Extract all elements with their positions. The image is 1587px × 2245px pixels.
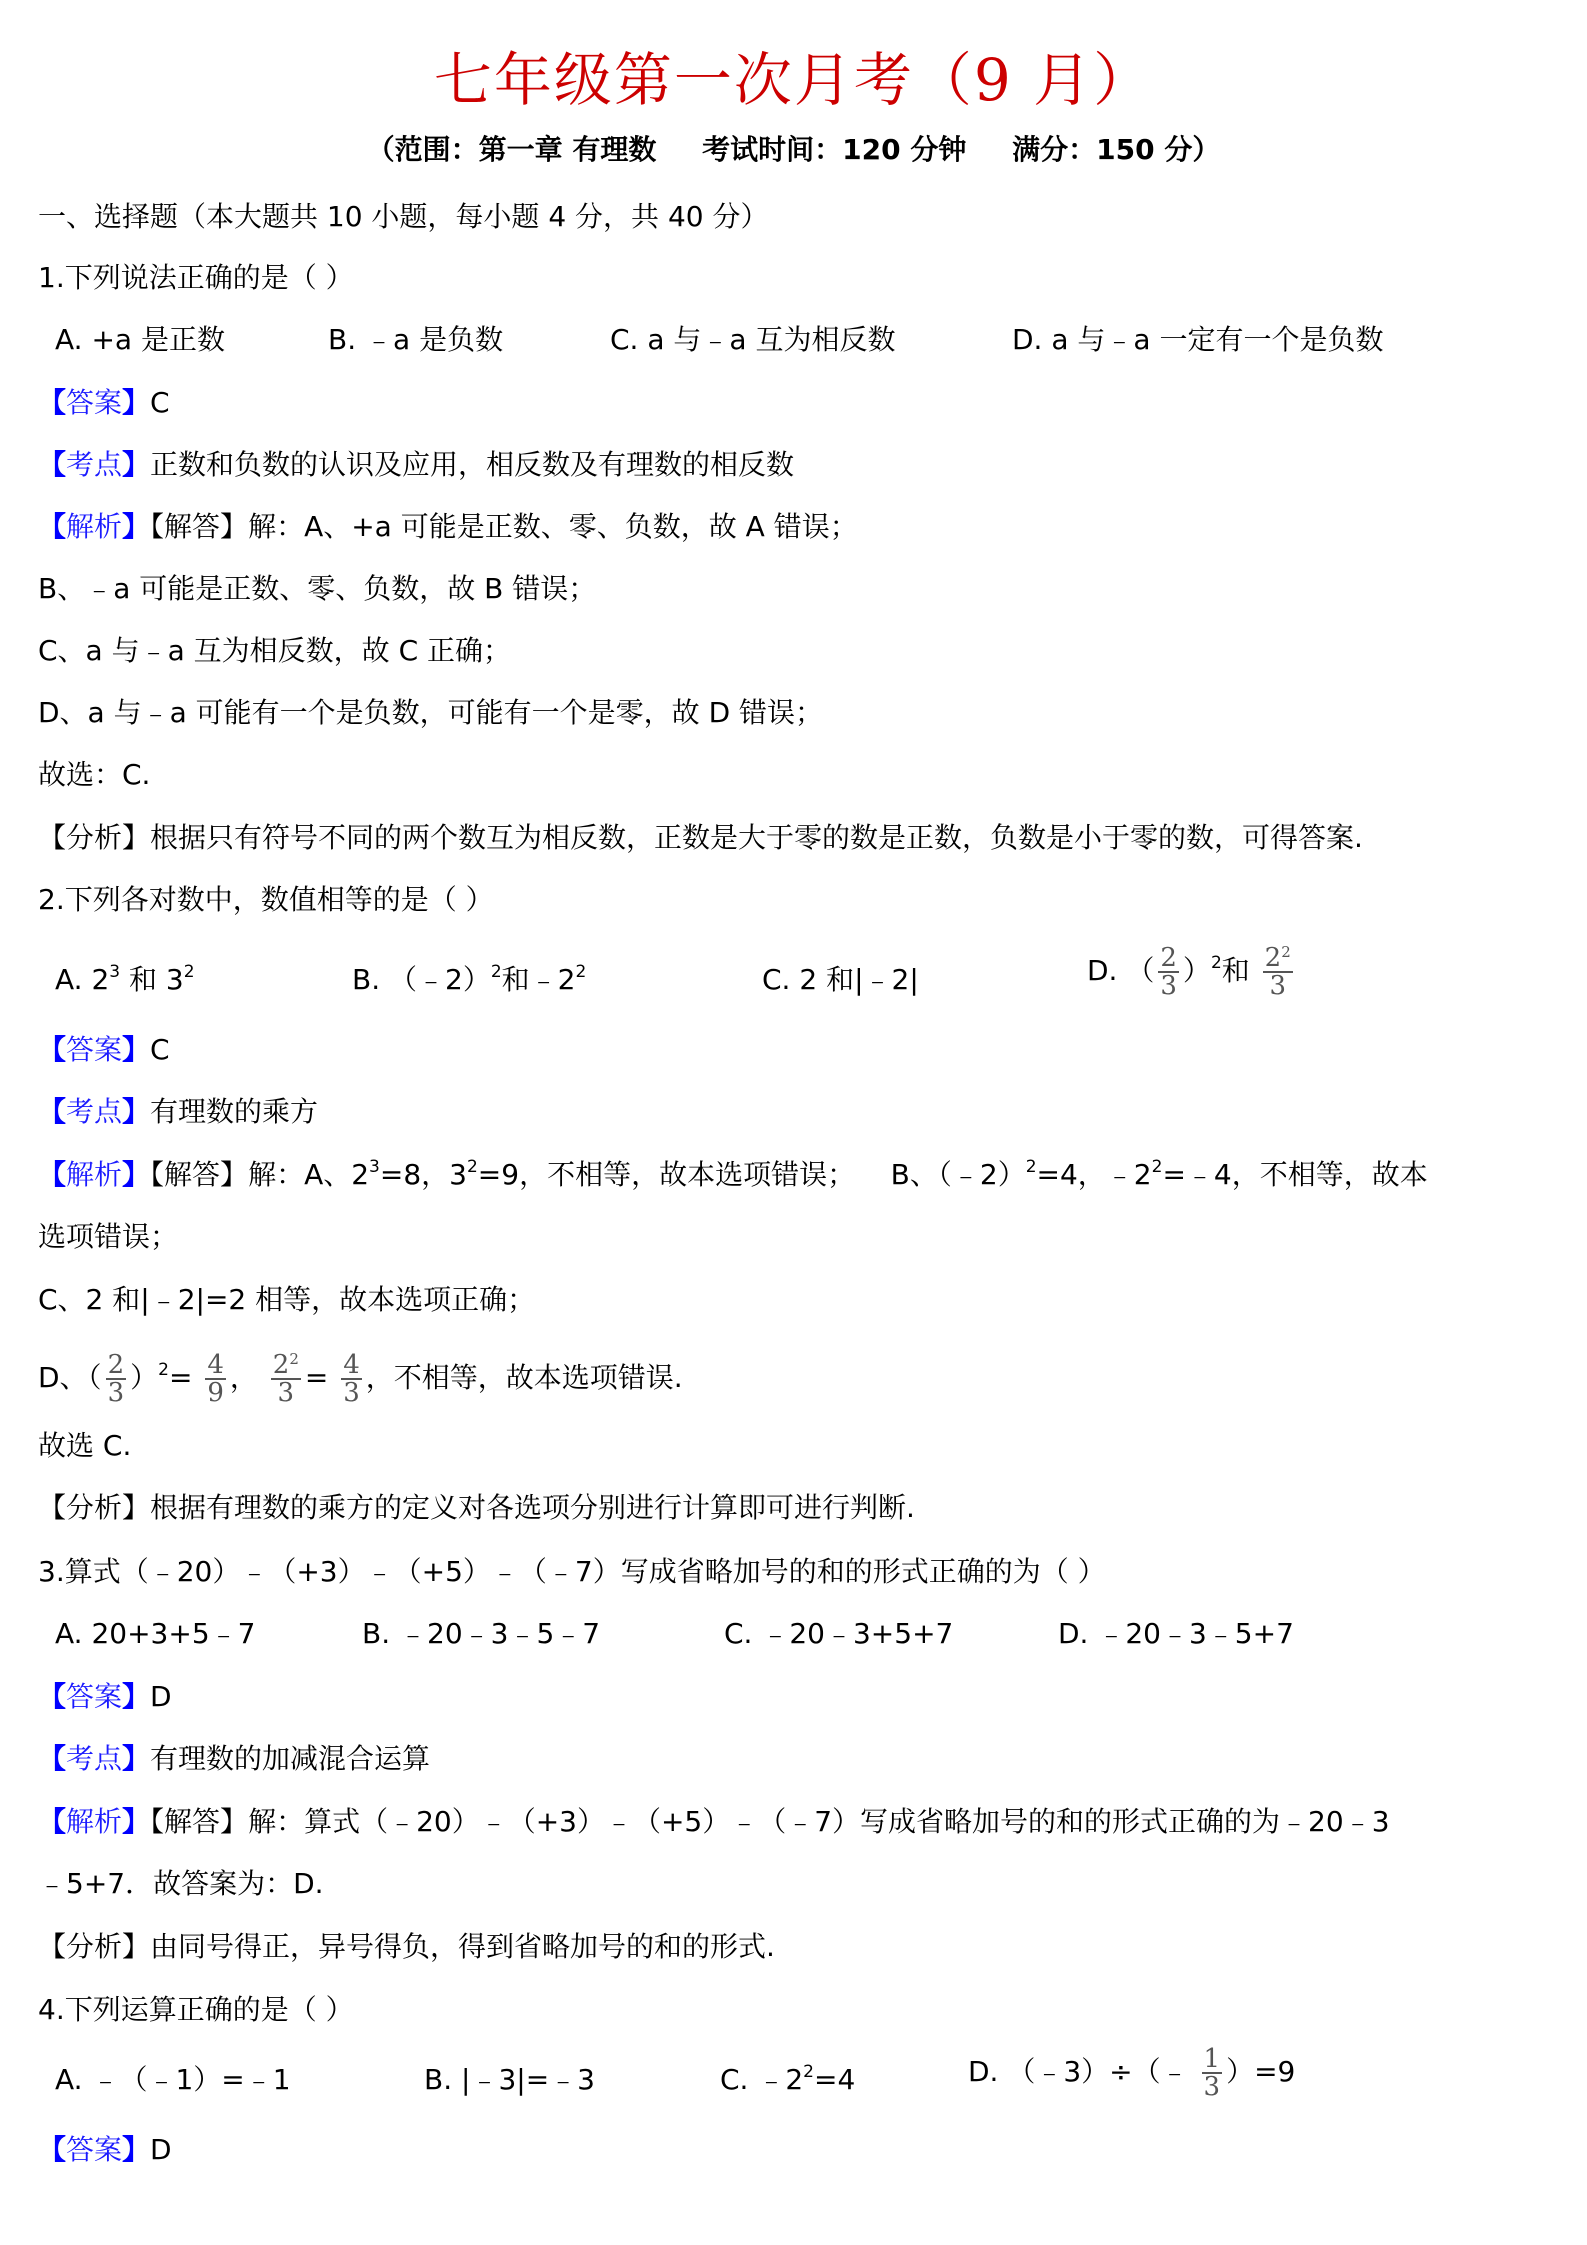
summary-label: 【分析】 <box>38 1491 151 1524</box>
analysis-line: 选项错误； <box>38 1220 179 1253</box>
q3-summary <box>38 1927 775 1967</box>
q2-option-b: B. （﹣2）$^2$和$﹣2^2$ <box>352 962 587 996</box>
q3-option-a: A. 20+3+5﹣7 <box>55 1617 256 1650</box>
answer-value: D <box>150 1680 172 1713</box>
fraction: $\frac{2^2}{3}$ <box>1264 943 1291 1001</box>
q1-option-a: A. +a 是正数 <box>55 323 225 356</box>
q4-option-d: D. （﹣3）÷（﹣ $\frac{1}{3}$ ）=9 <box>968 2044 1296 2102</box>
point-value: 正数和负数的认识及应用，相反数及有理数的相反数 <box>150 448 795 481</box>
q1-option-c: C. a 与﹣a 互为相反数 <box>610 323 896 356</box>
q4-option-a: A. ﹣（﹣1）=﹣1 <box>55 2063 291 2096</box>
summary-label: 【分析】 <box>38 1930 151 1963</box>
analysis-line: C、a 与﹣a 互为相反数，故 C 正确； <box>38 634 512 667</box>
fraction: $\frac{4}{9}$ <box>207 1350 224 1408</box>
analysis-line: ﹣5+7．故答案为：D. <box>38 1867 324 1900</box>
q2-option-a: A. $2^3$ 和 $3^2$ <box>55 962 195 996</box>
point-label: 考点 <box>66 1742 123 1775</box>
q2-option-c: C. 2 和|﹣2| <box>762 963 919 996</box>
analysis-label: 解析 <box>66 1158 123 1191</box>
solution-label: 【解答】 <box>150 1805 249 1838</box>
analysis-line: C、2 和|﹣2|=2 相等，故本选项正确； <box>38 1283 536 1316</box>
answer-value: D <box>150 2133 172 2166</box>
analysis-line: 解：A、+a 可能是正数、零、负数，故 A 错误； <box>248 510 858 543</box>
exam-time: 考试时间：120 分钟 <box>702 133 967 166</box>
point-label: 考点 <box>66 1095 123 1128</box>
q1-option-b: B. ﹣a 是负数 <box>328 323 504 356</box>
analysis-line: 解：A、$2^3=8$，$3^2=9$，不相等，故本选项错误； B、（﹣2）$^2$=4，$﹣2^2=﹣4$，不相等，故本 <box>248 1157 1428 1191</box>
fraction: $\frac{2^2}{3}$ <box>272 1350 299 1408</box>
q3-answer: 【答案】D <box>38 1680 172 1713</box>
point-value: 有理数的乘方 <box>150 1095 319 1128</box>
answer-label: 答案 <box>66 1680 123 1713</box>
analysis-line: 故选 C. <box>38 1429 132 1462</box>
summary-value: 根据只有符号不同的两个数互为相反数，正数是大于零的数是正数，负数是小于零的数，可得答案. <box>150 821 1363 854</box>
q1-answer: 【答案】C <box>38 386 170 419</box>
exam-scope: （范围：第一章 有理数 <box>366 133 657 166</box>
analysis-label: 解析 <box>66 1805 123 1838</box>
q1-point: 【考点】正数和负数的认识及应用，相反数及有理数的相反数 <box>38 448 795 481</box>
solution-label: 【解答】 <box>150 510 249 543</box>
fraction: $\frac{1}{3}$ <box>1203 2044 1221 2102</box>
q2-point: 【考点】有理数的乘方 <box>38 1095 319 1128</box>
q2-answer: 【答案】C <box>38 1033 170 1066</box>
q2-summary <box>38 1488 915 1528</box>
fraction: $\frac{2}{3}$ <box>107 1350 125 1408</box>
q3-option-c: C. ﹣20﹣3+5+7 <box>724 1617 954 1650</box>
q3-option-b: B. ﹣20﹣3﹣5﹣7 <box>362 1617 601 1650</box>
fraction: $\frac{2}{3}$ <box>1160 943 1177 1001</box>
q1-summary <box>38 818 1363 858</box>
page-title: 七年级第一次月考（9 月） <box>433 46 1154 114</box>
q1-analysis: 【解析】【解答】解：A、+a 可能是正数、零、负数，故 A 错误； <box>38 510 858 543</box>
point-label: 考点 <box>66 448 123 481</box>
q2-analysis: 【解析】【解答】解：A、$2^3=8$，$3^2=9$，不相等，故本选项错误； B、（﹣2）$^2$=4，$﹣2^2=﹣4$，不相等，故本 <box>38 1157 1428 1191</box>
question-3-stem: 3.算式（﹣20）﹣（+3）﹣（+5）﹣（﹣7）写成省略加号的和的形式正确的为（ ） <box>38 1555 1106 1588</box>
summary-value: 由同号得正，异号得负，得到省略加号的和的形式. <box>150 1930 775 1963</box>
question-1-stem: 1.下列说法正确的是（ ） <box>38 261 354 294</box>
answer-value: C <box>150 386 170 419</box>
q2-option-d: D. （ $\frac{2}{3}$ ）$^2$和 $\frac{2^2}{3}$ <box>1087 943 1291 1001</box>
summary-value: 根据有理数的乘方的定义对各选项分别进行计算即可进行判断. <box>150 1491 915 1524</box>
solution-label: 【解答】 <box>150 1158 249 1191</box>
q3-analysis: 【解析】【解答】解：算式（﹣20）﹣（+3）﹣（+5）﹣（﹣7）写成省略加号的和的形式正确的为﹣20﹣3 <box>38 1805 1390 1838</box>
q3-option-d: D. ﹣20﹣3﹣5+7 <box>1058 1617 1294 1650</box>
analysis-line: D、a 与﹣a 可能有一个是负数，可能有一个是零，故 D 错误； <box>38 696 824 729</box>
summary-label: 【分析】 <box>38 821 151 854</box>
exam-score: 满分：150 分） <box>1012 133 1221 166</box>
analysis-line: D、（ $\frac{2}{3}$ ）$^2$= $\frac{4}{9}$ ， $\frac{2^2}{3}$ = $\frac{4}{3}$ ，不相等，故本选项错误. <box>38 1350 683 1408</box>
answer-label: 答案 <box>66 1033 123 1066</box>
analysis-line: 解：算式（﹣20）﹣（+3）﹣（+5）﹣（﹣7）写成省略加号的和的形式正确的为﹣20﹣3 <box>248 1805 1390 1838</box>
analysis-line: B、﹣a 可能是正数、零、负数，故 B 错误； <box>38 572 597 605</box>
q4-option-c: C. $﹣2^2=4$ <box>720 2062 856 2096</box>
q4-answer: 【答案】D <box>38 2133 172 2166</box>
question-2-stem: 2.下列各对数中，数值相等的是（ ） <box>38 883 494 916</box>
fraction: $\frac{4}{3}$ <box>343 1350 360 1408</box>
q3-point: 【考点】有理数的加减混合运算 <box>38 1742 431 1775</box>
q1-option-d: D. a 与﹣a 一定有一个是负数 <box>1012 323 1384 356</box>
analysis-label: 解析 <box>66 510 123 543</box>
question-4-stem: 4.下列运算正确的是（ ） <box>38 1993 354 2026</box>
q4-option-b: B. |﹣3|=﹣3 <box>424 2063 595 2096</box>
answer-value: C <box>150 1033 170 1066</box>
answer-label: 答案 <box>66 386 123 419</box>
section-heading: 一、选择题（本大题共 10 小题，每小题 4 分，共 40 分） <box>38 200 769 233</box>
point-value: 有理数的加减混合运算 <box>150 1742 431 1775</box>
exam-info <box>0 130 1587 170</box>
analysis-line: 故选：C. <box>38 758 151 791</box>
answer-label: 答案 <box>66 2133 123 2166</box>
